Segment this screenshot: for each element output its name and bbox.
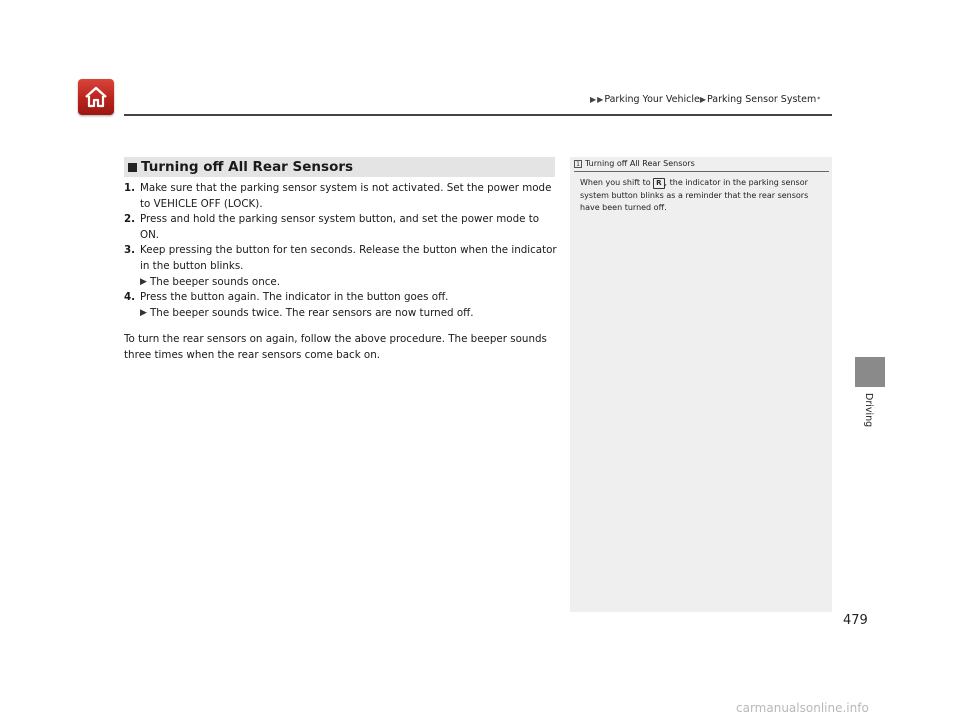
step-text: Press and hold the parking sensor system button, and set the power mode to ON. [140,213,540,241]
page-number: 479 [843,613,868,628]
step-result-text: The beeper sounds once. [150,275,280,288]
gear-r-icon: R [653,178,664,189]
step-result [140,275,560,291]
note-divider [574,171,829,172]
triangle-right-icon: ▶ [140,276,147,287]
breadcrumb-item[interactable]: Parking Sensor System [706,94,817,105]
step-number: 2. [124,213,136,226]
triangle-right-icon: ▶ [140,307,147,318]
note-text [580,177,818,215]
step-text: Make sure that the parking sensor system is not activated. Set the power mode to VEHICLE OFF (LOCK). [140,182,552,210]
step-number: 3. [124,244,136,257]
section-square-icon [128,163,137,172]
header-divider [124,114,832,116]
note-heading [574,159,832,168]
body-paragraph: To turn the rear sensors on again, follow the above procedure. The beeper sounds three times when the rear sensors come back on. [124,333,547,361]
section-header [124,157,555,177]
home-icon [83,84,109,110]
chapter-tab[interactable] [855,357,885,387]
watermark: carmanualsonline.info [736,701,869,715]
step-result-text: The beeper sounds twice. The rear sensors are now turned off. [150,306,474,319]
triangle-right-icon: ▶ [590,95,597,104]
triangle-right-icon: ▶ [597,95,604,104]
triangle-right-icon: ▶ [699,95,706,104]
step-item [124,290,560,321]
breadcrumb [590,94,820,105]
home-button[interactable] [78,79,114,115]
note-icon: 1 [574,160,582,168]
section-title: Turning off All Rear Sensors [141,159,354,175]
step-text: Keep pressing the button for ten seconds. Release the button when the indicator in the button blinks. [140,244,557,272]
note-text-before: When you shift to [580,178,651,187]
step-number: 1. [124,182,136,194]
breadcrumb-item[interactable]: Parking Your Vehicle [604,94,700,105]
option-marker: * [817,96,821,103]
note-panel [570,157,832,612]
step-text: Press the button again. The indicator in the button goes off. [140,291,449,304]
instructions [124,181,560,364]
note-title[interactable]: Turning off All Rear Sensors [585,159,695,168]
step-number: 4. [124,291,136,304]
note-text-after: , the indicator in the parking sensor system button blinks as a reminder that the rear sensors have been turned off. [580,178,809,212]
step-result [140,306,560,322]
step-item [124,243,560,290]
step-item [124,212,560,243]
step-item [124,181,560,212]
chapter-tab-label[interactable]: Driving [863,393,874,428]
